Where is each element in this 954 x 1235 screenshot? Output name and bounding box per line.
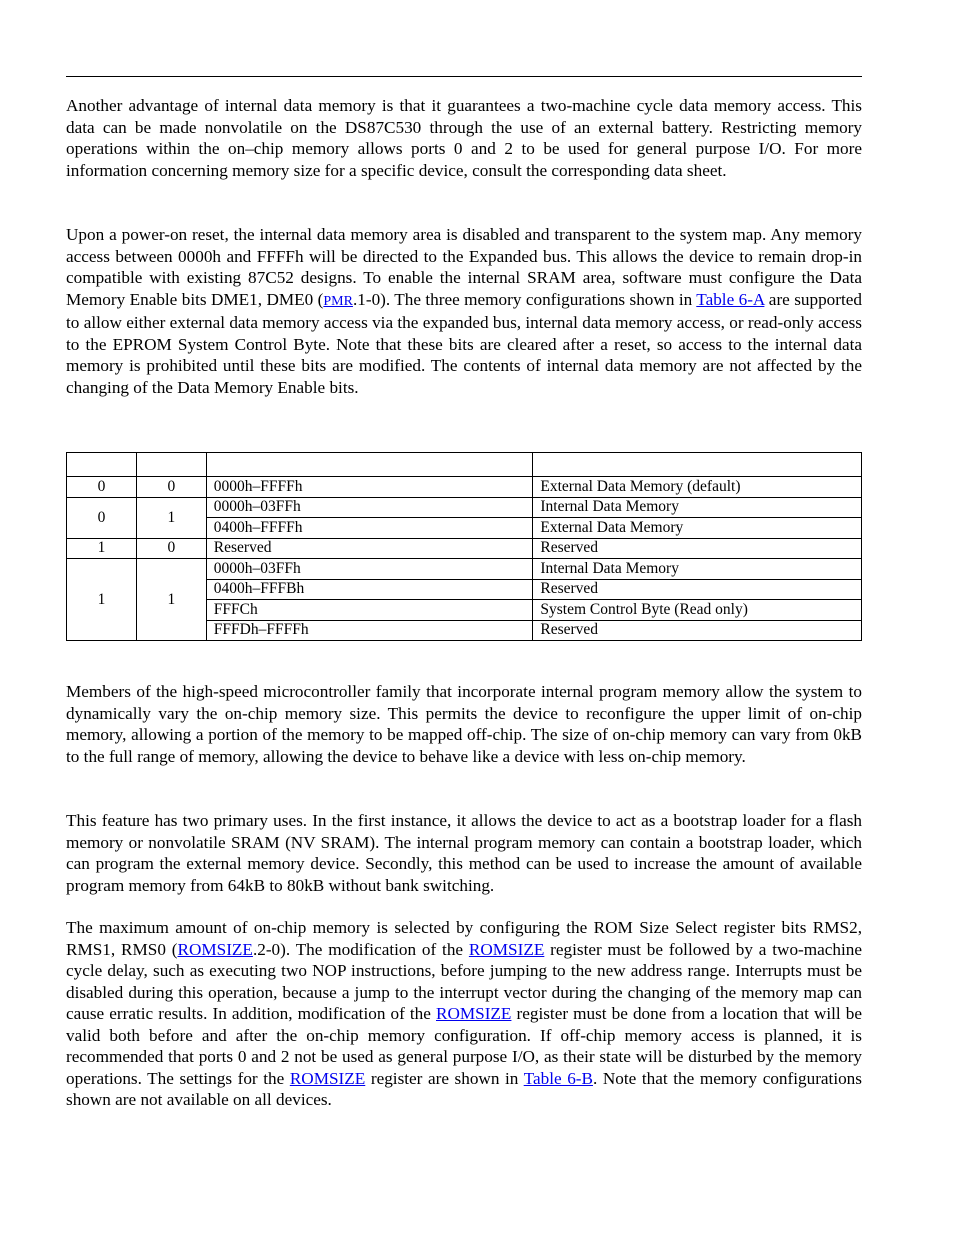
paragraph-text: . Note that the memory configurations shown are not available on all devices.	[66, 1068, 862, 1109]
description-cell: Internal Data Memory	[533, 497, 862, 518]
description-cell: External Data Memory (default)	[533, 477, 862, 498]
data-memory-config-table	[66, 452, 862, 641]
header-cell-range	[206, 453, 533, 477]
header-cell-dme1	[67, 453, 137, 477]
paragraph-primary-uses: This feature has two primary uses. In the first instance, it allows the device to act as a bootstrap loader for a flash memory or nonvolatile SRAM (NV SRAM). The internal program memory can contain a bootstrap loader, which can program the external memory device. Secondly, this method can be used to increase the amount of available program memory from 64kB to 80kB without bank switching.	[66, 811, 862, 895]
romsize-link[interactable]: ROMSIZE	[289, 1068, 366, 1088]
paragraph-text: register must be done from a location that will be valid both before and after the on-chip memory configuration. If off-chip memory access is planned, it is recommended that ports 0 and 2 not be used as general purpose I/O, as their state will be disturbed by the memory operations. The settings for the	[66, 1004, 863, 1088]
address-range-cell: FFFCh	[206, 600, 533, 621]
description-cell: External Data Memory	[533, 518, 862, 539]
paragraph-power-on-reset	[66, 224, 862, 398]
table-row	[67, 538, 862, 559]
table-6b-link[interactable]: Table 6-B	[523, 1068, 593, 1088]
table-row	[67, 477, 862, 498]
dme1-cell: 0	[67, 477, 137, 498]
header-cell-description	[533, 453, 862, 477]
paragraph-text: Upon a power-on reset, the internal data memory area is disabled and transparent to the system map. Any memory access between 0000h and FFFFh will be directed to the Expanded bus. This allows the device to remain drop-in compatible with existing 87C52 designs. To enable the internal SRAM area, software must configure the Data Memory Enable bits DME1, DME0 (	[66, 225, 862, 309]
dme0-cell: 1	[136, 497, 206, 538]
address-range-cell: 0000h–FFFFh	[206, 477, 533, 498]
address-range-cell: 0000h–03FFh	[206, 559, 533, 580]
address-range-cell: Reserved	[206, 538, 533, 559]
dme0-cell: 1	[136, 559, 206, 641]
romsize-link[interactable]: ROMSIZE	[468, 939, 545, 959]
paragraph-text: are supported to allow either external data memory access via the expanded bus, internal data memory access, or read-only access to the EPROM System Control Byte. Note that these bits are cleared after a reset, so access to the internal data memory is prohibited until these bits are modified. The contents of internal data memory are not affected by the changing of the Data Memory Enable bits.	[66, 289, 862, 397]
paragraph-text: register are shown in	[365, 1068, 524, 1088]
description-cell: System Control Byte (Read only)	[533, 600, 862, 621]
paragraph-text: .1-0). The three memory configurations shown in	[352, 289, 697, 309]
address-range-cell: 0400h–FFFFh	[206, 518, 533, 539]
address-range-cell: FFFDh–FFFFh	[206, 620, 533, 641]
description-cell: Reserved	[533, 538, 862, 559]
dme1-cell: 0	[67, 497, 137, 538]
description-cell: Internal Data Memory	[533, 559, 862, 580]
romsize-link[interactable]: ROMSIZE	[435, 1004, 512, 1023]
paragraph-dynamic-memory-size: Members of the high-speed microcontroller family that incorporate internal program memory allow the system to dynamically vary the on-chip memory size. This permits the device to reconfigure the upper limit of on-chip memory, allowing a portion of the memory to be mapped off-chip. The size of on-chip memory can vary from 0kB to the full range of memory, allowing the device to behave like a device with less on-chip memory.	[66, 682, 862, 766]
paragraph-text: The maximum amount of on-chip memory is selected by configuring the ROM Size Select register bits RMS2, RMS1, RMS0 (	[66, 918, 862, 959]
address-range-cell: 0400h–FFFBh	[206, 579, 533, 600]
description-cell: Reserved	[533, 620, 862, 641]
paragraph-text: register must be followed by a two-machine cycle delay, such as executing two NOP instructions, before jumping to the new address range. Interrupts must be disabled during this operation, because a jump to the interrupt vector during the changing of the memory map can cause erratic results. In addition, modification of the	[66, 939, 862, 1023]
table-row	[67, 497, 862, 518]
table-header-row	[67, 453, 862, 477]
pmr-link[interactable]: PMR	[323, 293, 353, 309]
dme0-cell: 0	[136, 477, 206, 498]
dme1-cell: 1	[67, 559, 137, 641]
header-cell-dme0	[136, 453, 206, 477]
romsize-link[interactable]: ROMSIZE	[177, 939, 253, 959]
dme0-cell: 0	[136, 538, 206, 559]
header-rule	[66, 76, 862, 77]
dme1-cell: 1	[67, 538, 137, 559]
paragraph-text: .2-0). The modification of the	[252, 939, 469, 959]
paragraph-rom-size-select	[66, 917, 862, 1111]
description-cell: Reserved	[533, 579, 862, 600]
address-range-cell: 0000h–03FFh	[206, 497, 533, 518]
paragraph-internal-data-advantage: Another advantage of internal data memory is that it guarantees a two-machine cycle data memory access. This data can be made nonvolatile on the DS87C530 through the use of an external battery. Restricting memory operations within the on–chip memory allows ports 0 and 2 to be used for general purpose I/O. For more information concerning memory size for a specific device, consult the corresponding data sheet.	[66, 96, 862, 180]
table-6a-link[interactable]: Table 6-A	[696, 289, 765, 309]
table-row	[67, 559, 862, 580]
